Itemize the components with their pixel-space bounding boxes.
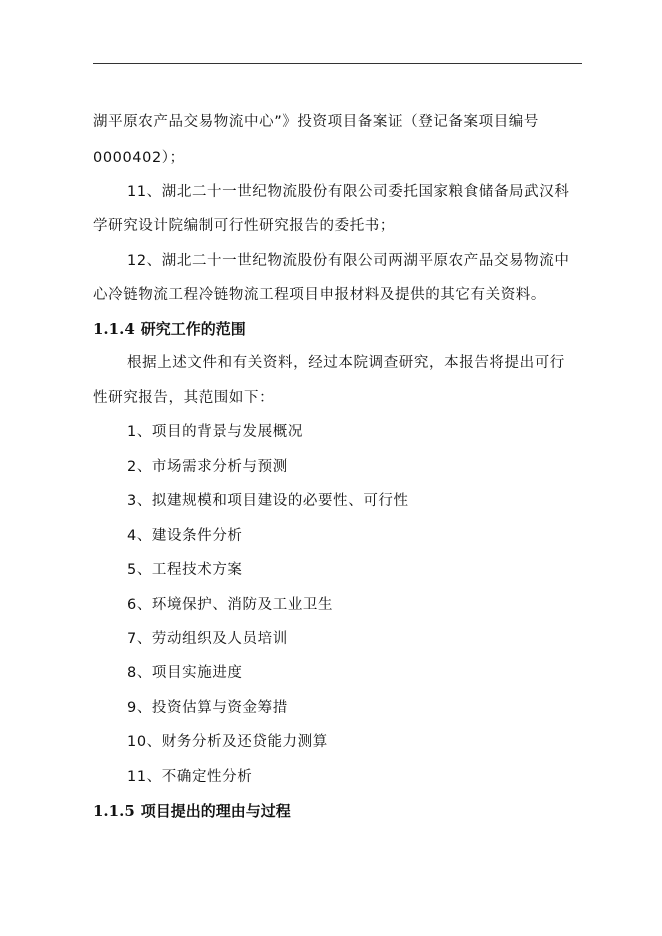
paragraph-line: 12、湖北二十一世纪物流股份有限公司两湖平原农产品交易物流中 [127, 253, 570, 269]
section-title: 项目提出的理由与过程 [140, 802, 291, 820]
paragraph-line: 心冷链物流工程冷链物流工程项目申报材料及提供的其它有关资料。 [93, 287, 546, 303]
section-heading-1-1-5 [93, 801, 291, 821]
list-item: 6、环境保护、消防及工业卫生 [127, 597, 334, 613]
paragraph-line: 性研究报告，其范围如下： [93, 390, 275, 406]
paragraph-line: 根据上述文件和有关资料，经过本院调查研究，本报告将提出可行 [127, 355, 565, 371]
list-item: 4、建设条件分析 [127, 528, 243, 544]
section-number: 1.1.4 [93, 320, 135, 338]
list-item: 10、财务分析及还贷能力测算 [127, 734, 328, 750]
list-item: 7、劳动组织及人员培训 [127, 631, 288, 647]
section-title: 研究工作的范围 [140, 320, 246, 338]
section-heading-1-1-4 [93, 319, 246, 339]
paragraph-line: 湖平原农产品交易物流中心”》投资项目备案证（登记备案项目编号 [93, 114, 540, 130]
list-item: 11、不确定性分析 [127, 769, 253, 785]
list-item: 8、项目实施进度 [127, 665, 243, 681]
paragraph-line: 11、湖北二十一世纪物流股份有限公司委托国家粮食储备局武汉科 [127, 184, 570, 200]
list-item: 3、拟建规模和项目建设的必要性、可行性 [127, 493, 409, 509]
list-item: 5、工程技术方案 [127, 562, 243, 578]
list-item: 1、项目的背景与发展概况 [127, 424, 303, 440]
paragraph-line: 0000402）； [93, 150, 185, 166]
list-item: 9、投资估算与资金筹措 [127, 700, 288, 716]
list-item: 2、市场需求分析与预测 [127, 459, 288, 475]
header-rule [93, 63, 582, 64]
section-number: 1.1.5 [93, 802, 135, 820]
paragraph-line: 学研究设计院编制可行性研究报告的委托书； [93, 218, 395, 234]
